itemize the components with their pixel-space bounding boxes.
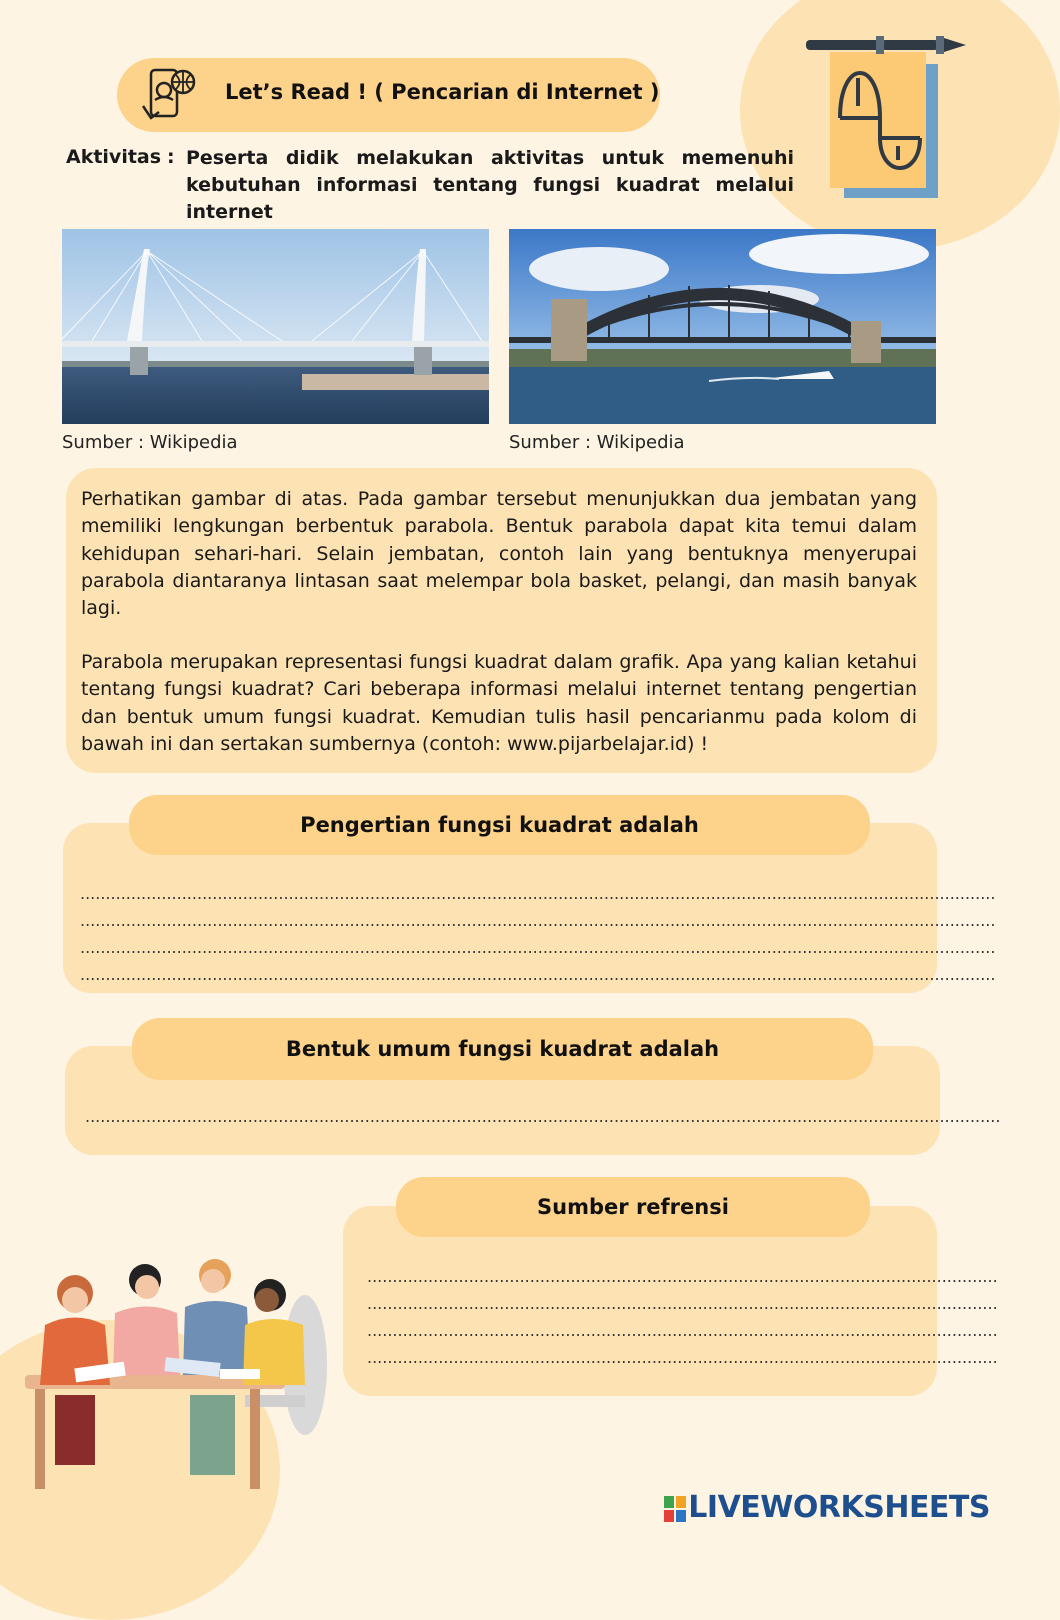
pen-parabola-illustration <box>800 28 980 208</box>
activity-text: Peserta didik melakukan aktivitas untuk memenuhi kebutuhan informasi tentang fungsi kuadrat melalui internet <box>186 147 794 223</box>
brand-name: LIVEWORKSHEETS <box>688 1490 990 1525</box>
info-box <box>66 468 937 773</box>
references-heading: Sumber refrensi <box>396 1177 870 1237</box>
header-banner <box>117 58 660 132</box>
cable-bridge-photo <box>62 229 489 424</box>
definition-answer-line[interactable]: .................................................................................................................................................................................... <box>80 965 996 984</box>
internet-search-icon <box>137 66 199 124</box>
references-answer-line[interactable]: ............................................................................................................................ <box>367 1294 998 1313</box>
definition-answer-line[interactable]: .................................................................................................................................................................................... <box>80 911 996 930</box>
liveworksheets-brand[interactable] <box>664 1490 990 1525</box>
activity-label: Aktivitas <box>66 146 162 168</box>
arch-bridge-photo <box>509 229 936 424</box>
general-form-heading: Bentuk umum fungsi kuadrat adalah <box>132 1018 873 1080</box>
info-paragraph-2: Parabola merupakan representasi fungsi kuadrat dalam grafik. Apa yang kalian ketahui tentang fungsi kuadrat? Cari beberapa informasi melalui internet tentang pengertian dan bentuk umum fungsi kuadrat. Kemudian tulis hasil pencarianmu pada kolom di bawah ini dan sertakan sumbernya (contoh: www.pijarbelajar.id) ! <box>81 651 917 755</box>
definition-answer-line[interactable]: .................................................................................................................................................................................... <box>80 938 996 957</box>
image-caption-1: Sumber : Wikipedia <box>62 432 238 453</box>
references-answer-line[interactable]: ............................................................................................................................ <box>367 1267 998 1286</box>
definition-answer-line[interactable]: .................................................................................................................................................................................... <box>80 884 996 903</box>
students-studying-illustration <box>15 1245 345 1495</box>
general-form-answer-line[interactable]: .................................................................................................................................................................................... <box>85 1107 1001 1126</box>
definition-heading: Pengertian fungsi kuadrat adalah <box>129 795 870 855</box>
activity-colon: : <box>167 146 175 168</box>
references-answer-line[interactable]: ............................................................................................................................ <box>367 1348 998 1367</box>
references-answer-line[interactable]: ............................................................................................................................ <box>367 1321 998 1340</box>
info-paragraph-1: Perhatikan gambar di atas. Pada gambar tersebut menunjukkan dua jembatan yang memiliki lengkungan berbentuk parabola. Bentuk parabola dapat kita temui dalam kehidupan sehari-hari. Selain jembatan, contoh lain yang bentuknya menyerupai parabola diantaranya lintasan saat melempar bola basket, pelangi, dan masih banyak lagi. <box>81 488 917 620</box>
image-caption-2: Sumber : Wikipedia <box>509 432 685 453</box>
liveworksheets-logo-icon <box>664 1496 686 1522</box>
page-title: Let’s Read ! ( Pencarian di Internet ) <box>225 80 660 104</box>
